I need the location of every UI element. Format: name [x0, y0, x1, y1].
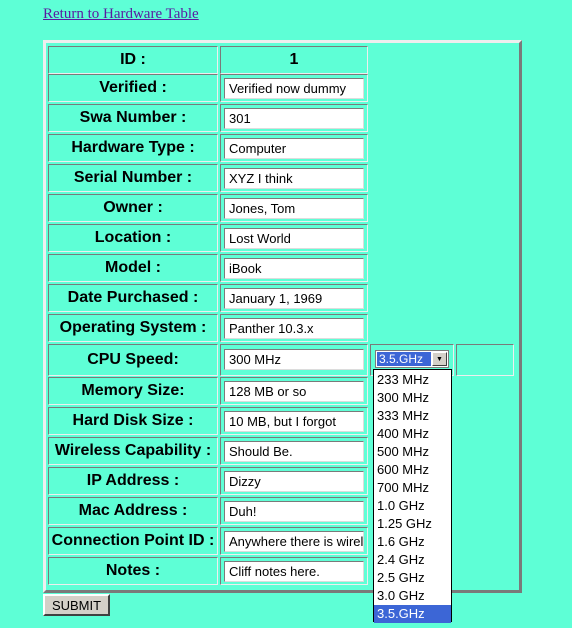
value-cell-verified — [220, 74, 368, 102]
wireless-capability-input[interactable] — [224, 441, 364, 462]
cpu-option[interactable]: 500 MHz — [377, 444, 430, 459]
label-operating-system: Operating System : — [48, 314, 218, 342]
cpu-option[interactable]: 600 MHz — [377, 462, 430, 477]
value-cell-owner — [220, 194, 368, 222]
model-input[interactable] — [224, 258, 364, 279]
swa-number-input[interactable] — [224, 108, 364, 129]
cpu-speed-select-value: 3.5.GHz — [377, 352, 431, 366]
memory-size-input[interactable] — [224, 381, 364, 402]
label-cpu-speed: CPU Speed: — [48, 344, 218, 376]
value-cell-id — [220, 46, 368, 74]
cpu-option[interactable]: 1.0 GHz — [377, 498, 425, 513]
cpu-speed-select[interactable] — [375, 350, 449, 368]
cpu-option[interactable]: 333 MHz — [377, 408, 430, 423]
hardware-type-input[interactable] — [224, 138, 364, 159]
mac-address-input[interactable] — [224, 501, 364, 522]
cpu-option[interactable]: 233 MHz — [377, 372, 430, 387]
label-model: Model : — [48, 254, 218, 282]
value-cell-ip-address — [220, 467, 368, 495]
id-value: 1 — [289, 51, 299, 68]
value-cell-swa-number — [220, 104, 368, 132]
chevron-down-icon[interactable]: ▼ — [432, 352, 447, 366]
cpu-option[interactable]: 300 MHz — [377, 390, 430, 405]
value-cell-location — [220, 224, 368, 252]
return-to-hardware-table-link[interactable]: Return to Hardware Table — [43, 6, 199, 22]
notes-input[interactable] — [224, 561, 364, 582]
cpu-option[interactable]: 700 MHz — [377, 480, 430, 495]
cpu-option[interactable]: 2.5 GHz — [377, 570, 425, 585]
label-mac-address: Mac Address : — [48, 497, 218, 525]
label-verified: Verified : — [48, 74, 218, 102]
value-cell-mac-address — [220, 497, 368, 525]
cpu-option[interactable]: 3.0 GHz — [377, 588, 425, 603]
submit-button[interactable]: SUBMIT — [43, 594, 110, 616]
serial-number-input[interactable] — [224, 168, 364, 189]
cpu-extra-cell — [456, 344, 514, 376]
cpu-option-selected[interactable]: 3.5.GHz — [374, 605, 451, 623]
value-cell-connection-point-id — [220, 527, 368, 555]
owner-input[interactable] — [224, 198, 364, 219]
operating-system-input[interactable] — [224, 318, 364, 339]
cpu-option[interactable]: 400 MHz — [377, 426, 430, 441]
value-cell-wireless-capability — [220, 437, 368, 465]
label-hard-disk-size: Hard Disk Size : — [48, 407, 218, 435]
label-location: Location : — [48, 224, 218, 252]
value-cell-cpu-speed — [220, 344, 368, 376]
value-cell-hardware-type — [220, 134, 368, 162]
cpu-speed-dropdown-list — [373, 369, 452, 622]
label-swa-number: Swa Number : — [48, 104, 218, 132]
verified-input[interactable] — [224, 78, 364, 99]
date-purchased-input[interactable] — [224, 288, 364, 309]
label-serial-number: Serial Number : — [48, 164, 218, 192]
label-notes: Notes : — [48, 557, 218, 585]
cpu-option[interactable]: 2.4 GHz — [377, 552, 425, 567]
label-owner: Owner : — [48, 194, 218, 222]
cpu-option[interactable]: 1.25 GHz — [377, 516, 432, 531]
label-ip-address: IP Address : — [48, 467, 218, 495]
label-date-purchased: Date Purchased : — [48, 284, 218, 312]
value-cell-date-purchased — [220, 284, 368, 312]
hard-disk-size-input[interactable] — [224, 411, 364, 432]
value-cell-hard-disk-size — [220, 407, 368, 435]
cpu-speed-input[interactable] — [224, 349, 364, 370]
cpu-option[interactable]: 1.6 GHz — [377, 534, 425, 549]
value-cell-notes — [220, 557, 368, 585]
value-cell-serial-number — [220, 164, 368, 192]
location-input[interactable] — [224, 228, 364, 249]
ip-address-input[interactable] — [224, 471, 364, 492]
label-wireless-capability: Wireless Capability : — [48, 437, 218, 465]
label-connection-point-id: Connection Point ID : — [48, 527, 218, 555]
value-cell-operating-system — [220, 314, 368, 342]
value-cell-model — [220, 254, 368, 282]
label-memory-size: Memory Size: — [48, 377, 218, 405]
value-cell-memory-size — [220, 377, 368, 405]
label-id: ID : — [48, 46, 218, 74]
connection-point-id-input[interactable] — [224, 531, 364, 552]
label-hardware-type: Hardware Type : — [48, 134, 218, 162]
